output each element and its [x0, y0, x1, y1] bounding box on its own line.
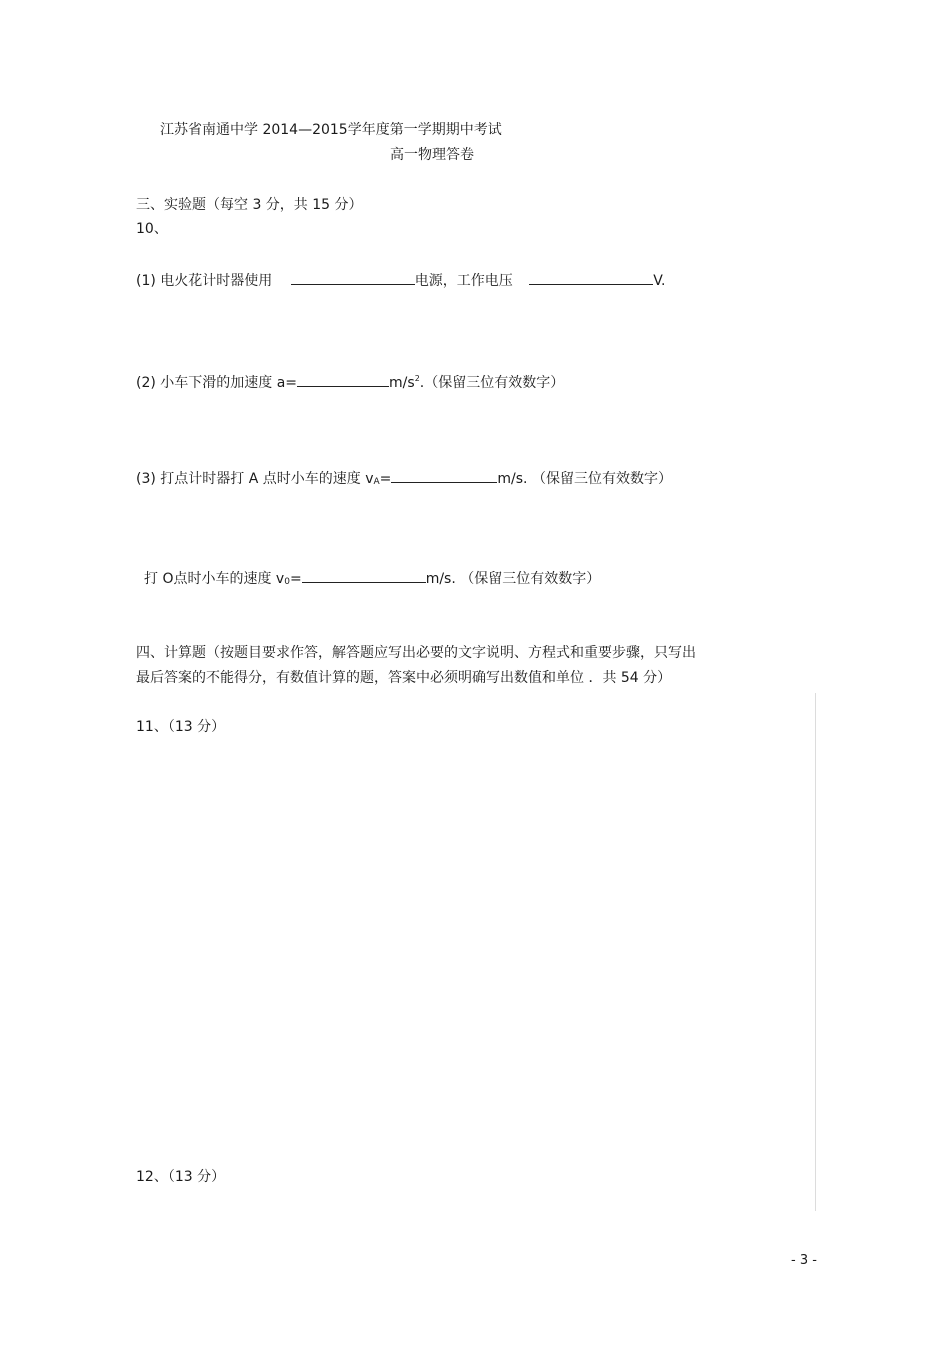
part-1-prompt: (1) 电火花计时器使用: [136, 273, 273, 289]
part-2-note: .（保留三位有效数字）: [419, 375, 565, 391]
velocity-a-subscript: A: [373, 477, 380, 487]
question-12-label: 12、（13 分）: [136, 1169, 226, 1185]
question-11-label: 11、（13 分）: [136, 719, 226, 735]
part-3-prompt: (3) 打点计时器打 A 点时小车的速度 v: [136, 471, 374, 487]
exam-school-title: 江苏省南通中学 2014—2015学年度第一学期期中考试: [160, 122, 502, 138]
question-10-part-2: [136, 369, 564, 393]
page-number: - 3 -: [791, 1253, 817, 1268]
section-4-heading-line-1: 四、计算题（按题目要求作答，解答题应写出必要的文字说明、方程式和重要步骤，只写出: [136, 645, 696, 661]
velocity-o-blank[interactable]: [302, 568, 426, 583]
voltage-blank[interactable]: [529, 270, 653, 285]
question-11-answer-area[interactable]: [136, 745, 806, 1155]
part-3-note: m/s. （保留三位有效数字）: [497, 471, 672, 487]
velocity-a-equals: =: [379, 471, 392, 487]
question-10-part-1: [136, 270, 665, 291]
question-10-part-3: [136, 468, 672, 492]
section-4-heading-line-2: 最后答案的不能得分，有数值计算的题，答案中必须明确写出数值和单位 ．共 54 分）: [136, 670, 672, 686]
question-12-answer-area[interactable]: [136, 1192, 806, 1212]
acceleration-blank[interactable]: [297, 372, 389, 387]
answer-area-border: [815, 693, 816, 1211]
part-1-voltage-prompt: 电源，工作电压: [414, 273, 513, 289]
part-2-prompt: (2) 小车下滑的加速度 a=: [136, 375, 298, 391]
question-10-part-4: [144, 568, 600, 592]
exam-paper-title: 高一物理答卷: [390, 147, 474, 163]
part-4-note: m/s. （保留三位有效数字）: [425, 571, 601, 587]
velocity-o-equals: =: [289, 571, 302, 587]
part-4-prompt: 打 O点时小车的速度 v: [144, 571, 285, 587]
section-3-heading: 三、实验题（每空 3 分，共 15 分）: [136, 197, 363, 213]
velocity-o-subscript: 0: [284, 577, 290, 587]
question-10-label: 10、: [136, 221, 168, 237]
voltage-unit: V.: [653, 273, 666, 289]
power-source-blank[interactable]: [291, 270, 415, 285]
acceleration-unit-exponent: 2: [414, 374, 420, 383]
acceleration-unit: m/s: [389, 375, 415, 391]
velocity-a-blank[interactable]: [391, 468, 497, 483]
